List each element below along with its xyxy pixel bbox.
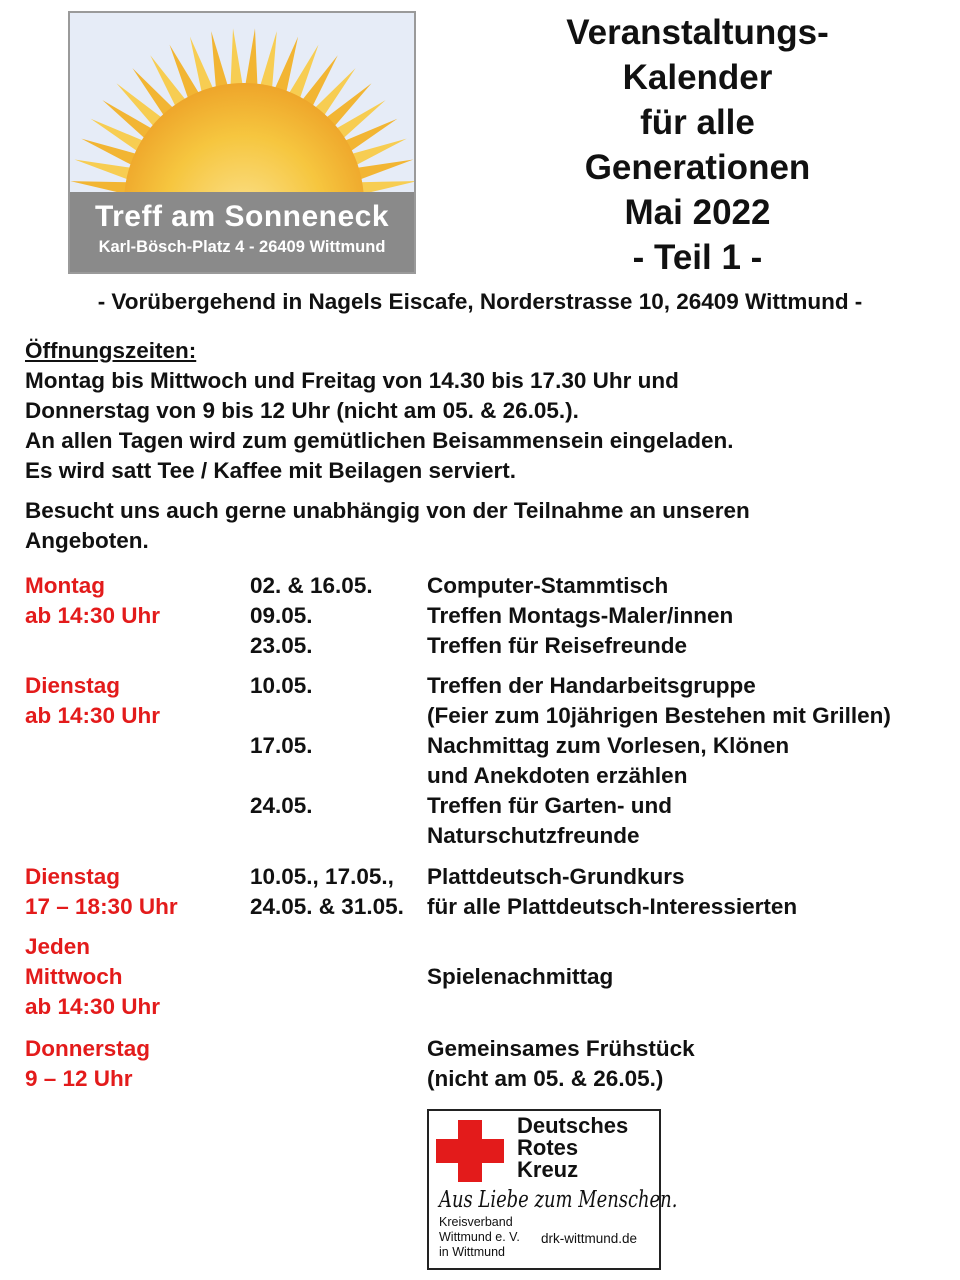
- day-line: Donnerstag: [25, 1036, 151, 1061]
- opening-hours: [25, 336, 945, 486]
- day-line: Dienstag: [25, 673, 121, 698]
- opening-line: An allen Tagen wird zum gemütlichen Beisammensein eingeladen.: [25, 428, 734, 453]
- day-line: ab 14:30 Uhr: [25, 603, 161, 628]
- logo-address: Karl-Bösch-Platz 4 - 26409 Wittmund: [98, 238, 386, 256]
- logo-name: Treff am Sonneneck: [94, 200, 390, 233]
- opening-line: Es wird satt Tee / Kaffee mit Beilagen serviert.: [25, 458, 517, 483]
- opening-line: Montag bis Mittwoch und Freitag von 14.30 bis 17.30 Uhr und: [25, 368, 679, 393]
- event-line: Treffen für Reisefreunde: [427, 633, 688, 658]
- event-line: [427, 932, 957, 962]
- day-label: [25, 571, 245, 631]
- location-note: - Vorübergehend in Nagels Eiscafe, Norderstrasse 10, 26409 Wittmund -: [97, 289, 863, 314]
- dates: [250, 671, 435, 821]
- event-line: (nicht am 05. & 26.05.): [427, 1066, 664, 1091]
- title-line: Generationen: [584, 148, 811, 187]
- opening-heading: Öffnungszeiten:: [25, 338, 197, 363]
- drk-url: drk-wittmund.de: [541, 1231, 638, 1246]
- date-line: 10.05.: [250, 673, 313, 698]
- events: [427, 932, 957, 992]
- title-line: für alle: [640, 103, 755, 142]
- treff-logo: [68, 11, 416, 274]
- title-line: - Teil 1 -: [632, 238, 763, 277]
- date-line: [250, 701, 435, 731]
- date-line: 09.05.: [250, 603, 313, 628]
- event-line: Computer-Stammtisch: [427, 573, 669, 598]
- opening-line: Donnerstag von 9 bis 12 Uhr (nicht am 05. & 26.05.).: [25, 398, 579, 423]
- events: [427, 671, 957, 851]
- day-label: [25, 932, 245, 1022]
- event-line: Plattdeutsch-Grundkurs: [427, 864, 685, 889]
- kv-line: Kreisverband: [439, 1215, 513, 1229]
- drk-name-line: Deutsches: [517, 1113, 629, 1138]
- date-line: 23.05.: [250, 633, 313, 658]
- date-line: 10.05., 17.05.,: [250, 864, 394, 889]
- visit-line: Angeboten.: [25, 528, 149, 553]
- event-line: Treffen Montags-Maler/innen: [427, 603, 734, 628]
- event-line: Treffen für Garten- und: [427, 793, 673, 818]
- kv-line: in Wittmund: [439, 1245, 505, 1259]
- day-line: ab 14:30 Uhr: [25, 703, 161, 728]
- dates: [250, 571, 435, 661]
- day-label: [25, 1034, 245, 1094]
- day-line: 17 – 18:30 Uhr: [25, 894, 178, 919]
- events: [427, 862, 957, 922]
- event-line: Nachmittag zum Vorlesen, Klönen: [427, 733, 790, 758]
- logo-banner: [70, 192, 414, 272]
- red-cross-icon: [436, 1120, 504, 1182]
- title-line: Veranstaltungs-: [566, 13, 829, 52]
- date-line: [250, 761, 435, 791]
- event-line: (Feier zum 10jährigen Bestehen mit Grillen): [427, 703, 891, 728]
- day-line: 9 – 12 Uhr: [25, 1066, 133, 1091]
- visit-line: Besucht uns auch gerne unabhängig von der Teilnahme an unseren: [25, 498, 750, 523]
- event-line: Gemeinsames Frühstück: [427, 1036, 695, 1061]
- events: [427, 1034, 957, 1094]
- drk-kreisverband: [439, 1215, 520, 1260]
- day-line: ab 14:30 Uhr: [25, 994, 161, 1019]
- visit-note: [25, 496, 925, 556]
- day-line: Jeden: [25, 934, 91, 959]
- date-line: 17.05.: [250, 733, 313, 758]
- drk-name-line: Kreuz: [517, 1157, 579, 1182]
- event-line: Naturschutzfreunde: [427, 823, 640, 848]
- drk-name: [517, 1115, 628, 1181]
- dates: [250, 862, 435, 922]
- title-line: Kalender: [622, 58, 773, 97]
- page-title: [530, 10, 865, 280]
- event-line: Treffen der Handarbeitsgruppe: [427, 673, 756, 698]
- title-line: Mai 2022: [624, 193, 771, 232]
- date-line: 24.05.: [250, 793, 313, 818]
- day-label: [25, 671, 245, 731]
- date-line: 24.05. & 31.05.: [250, 894, 404, 919]
- events: [427, 571, 957, 661]
- day-line: Mittwoch: [25, 964, 123, 989]
- kv-line: Wittmund e. V.: [439, 1230, 520, 1244]
- drk-name-line: Rotes: [517, 1135, 579, 1160]
- drk-logo: [427, 1109, 678, 1270]
- drk-slogan: Aus Liebe zum Menschen.: [439, 1187, 678, 1213]
- day-line: Dienstag: [25, 864, 121, 889]
- event-line: für alle Plattdeutsch-Interessierten: [427, 894, 798, 919]
- day-label: [25, 862, 245, 922]
- date-line: 02. & 16.05.: [250, 573, 373, 598]
- event-line: und Anekdoten erzählen: [427, 763, 688, 788]
- day-line: Montag: [25, 573, 105, 598]
- event-line: Spielenachmittag: [427, 964, 614, 989]
